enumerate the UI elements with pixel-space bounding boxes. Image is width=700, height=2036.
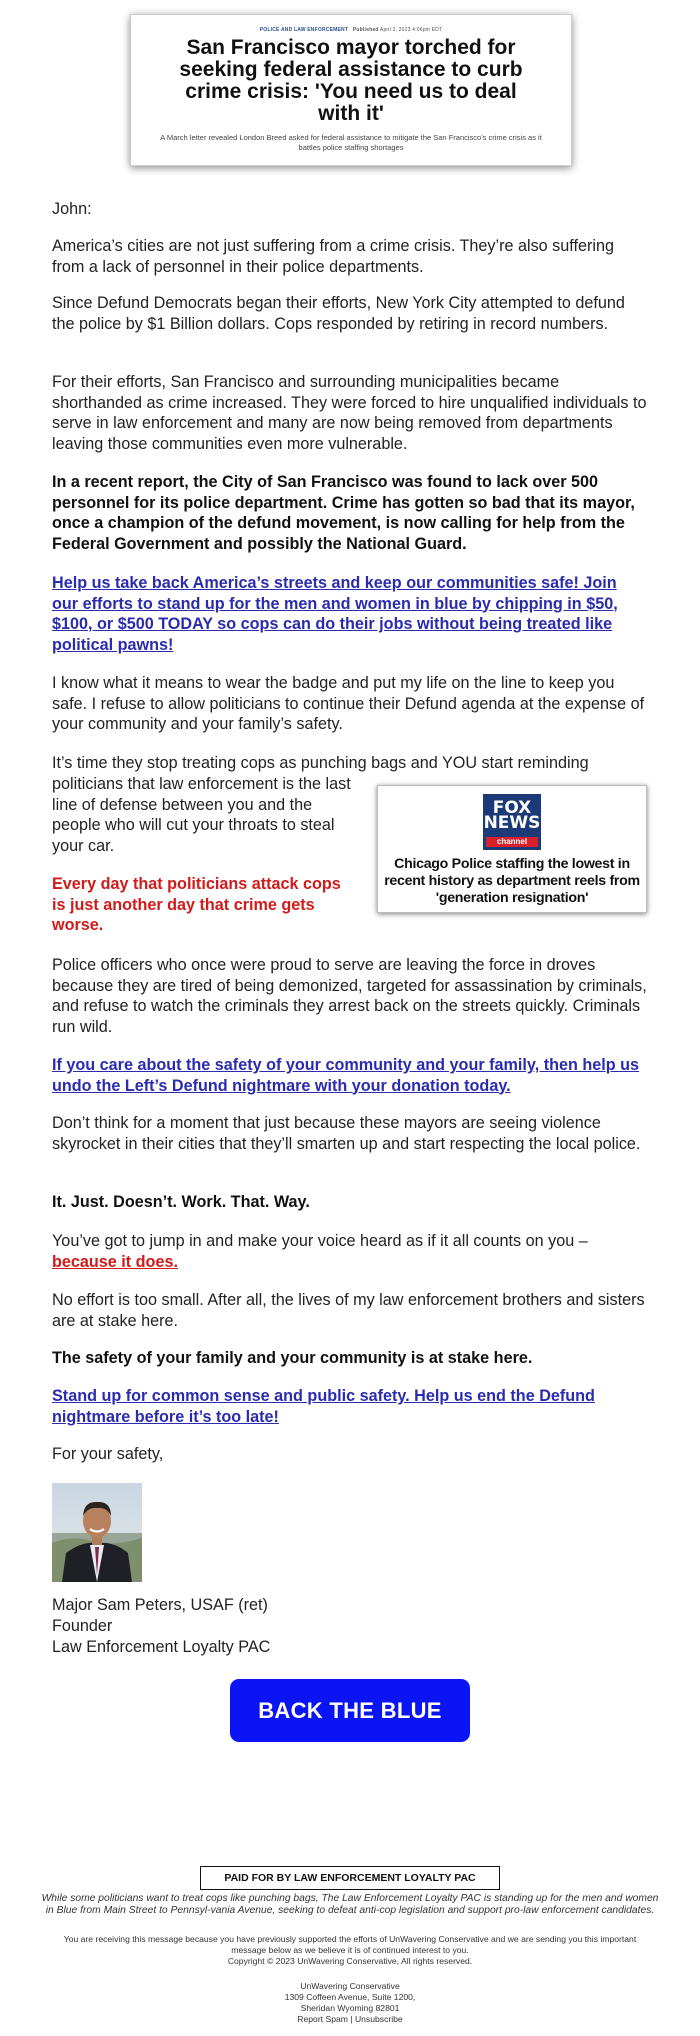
paragraph-bold-safety: The safety of your family and your community is at stake here. <box>52 1349 533 1367</box>
paragraph-7: Don’t think for a moment that just because these mayors are seeing violence skyrocket in their cities that they’ll smarten up and start respecting the local police. <box>52 1114 641 1153</box>
article-image-card[interactable] <box>130 14 572 166</box>
paragraph-4: I know what it means to wear the badge and put my life on the line to keep you safe. I refuse to allow politicians to continue their Defund agenda at the expense of your community and your family’s safety. <box>52 674 645 733</box>
because-it-does-link[interactable]: because it does. <box>52 1252 178 1271</box>
signer-name: Major Sam Peters, USAF (ret) <box>52 1596 268 1614</box>
fox-news-logo-text: FOX NEWS <box>483 798 541 833</box>
article-category: POLICE AND LAW ENFORCEMENT <box>259 27 349 33</box>
paragraph-5-line1: It’s time they stop treating cops as punching bags and YOU start reminding <box>52 754 589 772</box>
paragraph-2: Since Defund Democrats began their efforts, New York City attempted to defund the police by $1 Billion dollars. Cops responded by retiring in record numbers. <box>52 294 625 333</box>
footer-copyright: Copyright © 2023 UnWavering Conservative, All rights reserved. <box>227 1956 473 1966</box>
article-meta <box>131 27 571 33</box>
unsubscribe-link[interactable]: Unsubscribe <box>354 2014 403 2024</box>
footer-link-separator: | <box>347 2014 355 2024</box>
greeting: John: <box>52 200 92 218</box>
footer-address-city: Sheridan Wyoming 82801 <box>300 2003 400 2013</box>
footer-address-name: UnWavering Conservative <box>300 1981 400 1991</box>
fox-channel-label: channel <box>486 837 538 847</box>
footer-receiving-notice: You are receiving this message because you have previously supported the efforts of UnWavering Conservative and we are sending you this important message below as we believe it is of continued interest to you. <box>63 1934 637 1955</box>
paragraph-6: Police officers who once were proud to serve are leaving the force in droves because they are tired of being demonized, targeted for assassination by criminals, and refuse to watch the criminals they arrest back on the streets quickly. Criminals run wild. <box>52 956 647 1036</box>
report-spam-link[interactable]: Report Spam <box>297 2014 348 2024</box>
donate-link-3[interactable]: Stand up for common sense and public safety. Help us end the Defund nightmare before it’s too late! <box>52 1387 595 1426</box>
article-published-label: Published <box>352 27 379 33</box>
signer-title: Founder <box>52 1617 113 1635</box>
alert-text: Every day that politicians attack cops is just another day that crime gets worse. <box>52 875 341 934</box>
paragraph-3: For their efforts, San Francisco and surrounding municipalities became shorthanded as crime increased. They were forced to hire unqualified individuals to serve in law enforcement and many are now being removed from departments leaving those communities even more vulnerable. <box>52 373 647 453</box>
back-the-blue-button[interactable]: BACK THE BLUE <box>230 1679 470 1742</box>
paragraph-8 <box>52 1231 647 1272</box>
article-published-date: April 3, 2023 4:06pm EDT <box>379 27 443 33</box>
paragraph-1: America’s cities are not just suffering from a crime crisis. They’re also suffering from a lack of personnel in their police departments. <box>52 237 614 276</box>
signer-photo <box>52 1483 142 1582</box>
footer-address-street: 1309 Coffeen Avenue, Suite 1200, <box>284 1992 416 2002</box>
fox-news-logo <box>483 794 541 850</box>
donate-link-2[interactable]: If you care about the safety of your community and your family, then help us undo the Left’s Defund nightmare with your donation today. <box>52 1056 640 1095</box>
paragraph-emphasis: It. Just. Doesn’t. Work. That. Way. <box>52 1193 310 1211</box>
footer-links <box>40 2014 660 2025</box>
article-headline: San Francisco mayor torched for seeking federal assistance to curb crime crisis: 'You need us to deal with it' <box>179 36 523 125</box>
paragraph-bold-report: In a recent report, the City of San Francisco was found to lack over 500 personnel for its police department. Crime has gotten so bad that its mayor, once a champion of the defund movement, is now calling for help from the Federal Government and possibly the National Guard. <box>52 473 635 553</box>
closing: For your safety, <box>52 1445 164 1463</box>
paid-for-by-box: PAID FOR BY LAW ENFORCEMENT LOYALTY PAC <box>200 1866 500 1890</box>
article-subheadline: A March letter revealed London Breed asked for federal assistance to mitigate the San Francisco's crime crisis as it battles police staffing shortages <box>160 133 542 152</box>
donate-link-1[interactable]: Help us take back America’s streets and keep our communities safe! Join our efforts to stand up for the men and women in blue by chipping in $50, $100, or $500 TODAY so cops can do their jobs without being treated like political pawns! <box>52 574 618 654</box>
paragraph-9: No effort is too small. After all, the lives of my law enforcement brothers and sisters are at stake here. <box>52 1291 645 1330</box>
fox-news-caption: Chicago Police staffing the lowest in recent history as department reels from 'generation resignation' <box>384 856 640 906</box>
paragraph-5-rest: politicians that law enforcement is the last line of defense between you and the people who will cut your throats to steal your car. <box>52 775 351 855</box>
footer-disclaimer: While some politicians want to treat cops like punching bags, The Law Enforcement Loyalty PAC is standing up for the men and women in Blue from Main Street to Pennsyl-vania Avenue, seeking to defeat anti-cop legislation and support pro-law enforcement candidates. <box>41 1893 659 1916</box>
signer-org: Law Enforcement Loyalty PAC <box>52 1638 271 1656</box>
fox-news-image[interactable] <box>377 785 647 913</box>
paragraph-8-text: You’ve got to jump in and make your voice heard as if it all counts on you – <box>52 1232 588 1250</box>
